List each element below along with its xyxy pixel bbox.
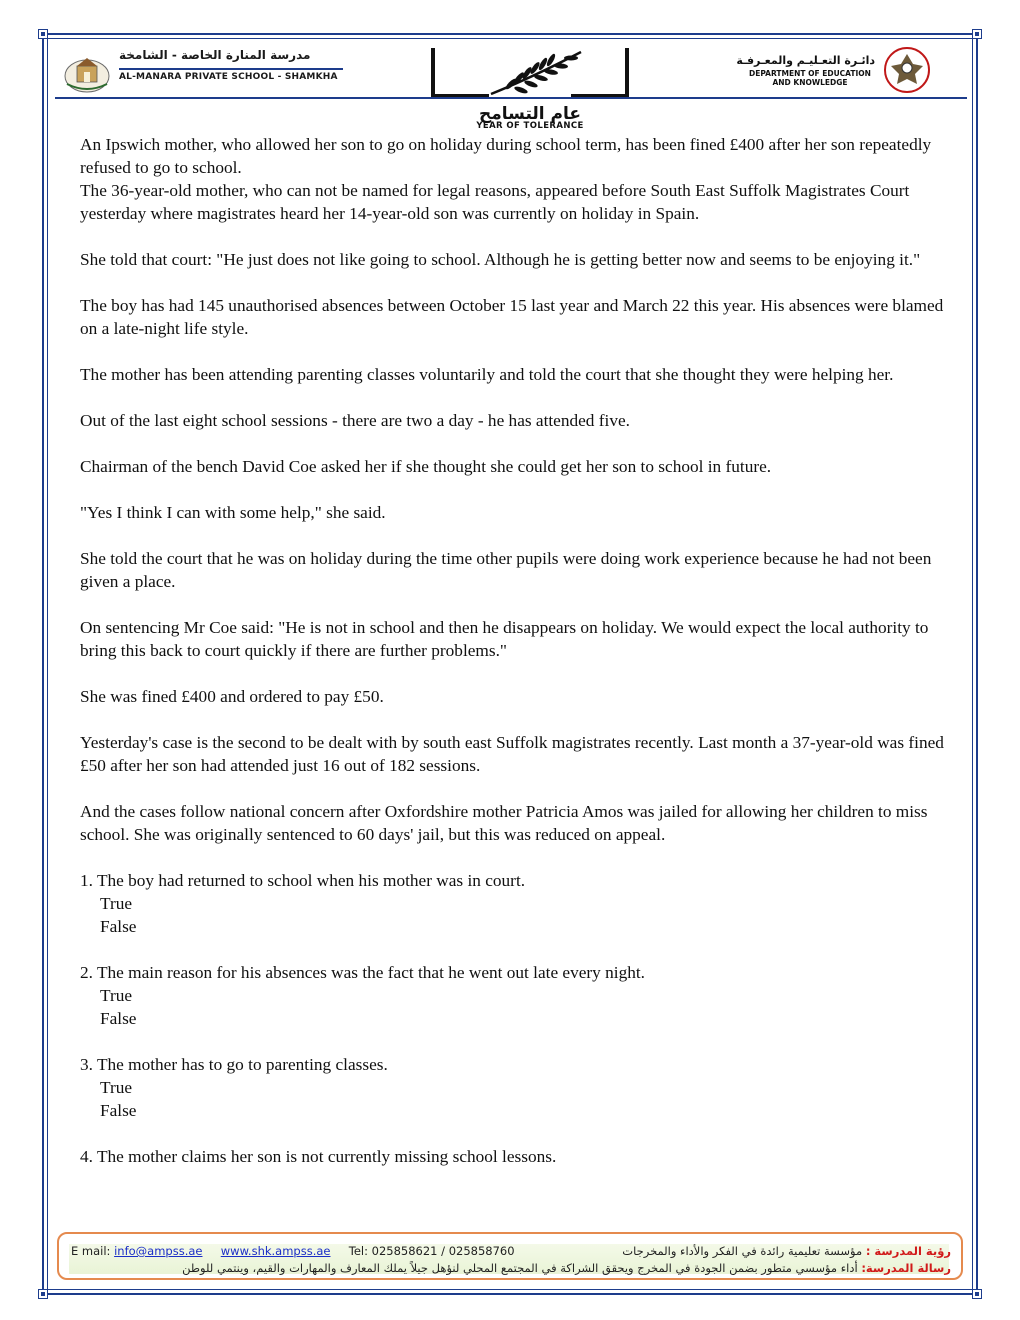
question-1 [80, 869, 948, 938]
article-paragraph: Yesterday's case is the second to be dealt with by south east Suffolk magistrates recently. Last month a 37-year-old was fined £50 after her son had attended just 16 out of 182 sessions. [80, 733, 944, 775]
school-name-english: AL-MANARA PRIVATE SCHOOL - SHAMKHA [119, 72, 338, 82]
answer-option-true[interactable]: True [100, 1078, 133, 1097]
department-name-arabic: دائـرة التعـليـم والمعـرفـة [736, 54, 875, 67]
answer-option-false[interactable]: False [100, 1009, 137, 1028]
department-name-english: DEPARTMENT OF EDUCATION AND KNOWLEDGE [749, 69, 871, 87]
question-3 [80, 1053, 948, 1122]
year-of-tolerance-english: YEAR OF TOLERANCE [476, 121, 584, 131]
vision-text: مؤسسة تعليمية رائدة في الفكر والأداء والمخرجات [622, 1244, 863, 1258]
footer-contact-row [71, 1244, 951, 1258]
mission-text: أداء مؤسسي متطور بضمن الجودة في المخرج ويحقق الشراكة في المجتمع المحلي لنؤهل جيلاً يملك المعارف والمهارات والقيم، وينتمي للوطن [182, 1261, 858, 1275]
email-link[interactable]: info@ampss.ae [114, 1244, 203, 1258]
article-paragraph: "Yes I think I can with some help," she said. [80, 503, 386, 522]
article-paragraph: She was fined £400 and ordered to pay £50. [80, 687, 384, 706]
article-paragraph: She told that court: "He just does not like going to school. Although he is getting better now and seems to be enjoying it." [80, 250, 921, 269]
page-footer [57, 1232, 963, 1280]
telephone-numbers: Tel: 025858621 / 025858760 [348, 1244, 515, 1258]
corner-ornament [38, 1289, 48, 1299]
article-paragraph: An Ipswich mother, who allowed her son to go on holiday during school term, has been fined £400 after her son repeatedly refused to go to school. [80, 135, 932, 177]
article-paragraph: Chairman of the bench David Coe asked her if she thought she could get her son to school in future. [80, 457, 772, 476]
corner-ornament [972, 1289, 982, 1299]
article-paragraph: She told the court that he was on holiday during the time other pupils were doing work experience because he had not been given a place. [80, 549, 932, 591]
question-text: 2. The main reason for his absences was the fact that he went out late every night. [80, 963, 645, 982]
question-4 [80, 1145, 948, 1168]
header-divider [55, 97, 967, 99]
article-paragraph: Out of the last eight school sessions - there are two a day - he has attended five. [80, 411, 630, 430]
article-paragraph: And the cases follow national concern after Oxfordshire mother Patricia Amos was jailed for allowing her children to miss school. She was originally sentenced to 60 days' jail, but this was reduced on appeal. [80, 802, 928, 844]
question-text: 4. The mother claims her son is not currently missing school lessons. [80, 1147, 557, 1166]
school-logo-icon [63, 54, 111, 94]
school-name-divider [119, 68, 343, 70]
article-body [80, 133, 948, 1191]
footer-mission-row [71, 1261, 951, 1275]
question-text: 3. The mother has to go to parenting classes. [80, 1055, 388, 1074]
answer-option-false[interactable]: False [100, 1101, 137, 1120]
article-paragraph: The mother has been attending parenting classes voluntarily and told the court that she thought they were helping her. [80, 365, 894, 384]
letterhead [55, 44, 967, 131]
question-2 [80, 961, 948, 1030]
article-paragraph: The boy has had 145 unauthorised absences between October 15 last year and March 22 this year. His absences were blamed on a late-night life style. [80, 296, 944, 338]
answer-option-false[interactable]: False [100, 917, 137, 936]
abu-dhabi-emblem-icon [883, 46, 931, 94]
vision-label: رؤية المدرسة : [865, 1244, 951, 1258]
answer-option-true[interactable]: True [100, 986, 133, 1005]
school-vision [622, 1244, 951, 1258]
year-of-tolerance-arabic: عام التسامح [479, 104, 581, 124]
corner-ornament [38, 29, 48, 39]
article-paragraph: On sentencing Mr Coe said: "He is not in school and then he disappears on holiday. We would expect the local authority to bring this back to court quickly if there are further problems." [80, 618, 929, 660]
corner-ornament [972, 29, 982, 39]
article-paragraph: The 36-year-old mother, who can not be named for legal reasons, appeared before South East Suffolk Magistrates Court yesterday where magistrates heard her 14-year-old son was currently on holiday in Spain. [80, 181, 910, 223]
answer-option-true[interactable]: True [100, 894, 133, 913]
mission-label: رسالة المدرسة: [861, 1261, 951, 1275]
school-name-arabic: مدرسة المنارة الخاصة - الشامخة [119, 48, 311, 62]
email-label: E mail: [71, 1244, 111, 1258]
question-text: 1. The boy had returned to school when his mother was in court. [80, 871, 526, 890]
website-link[interactable]: www.shk.ampss.ae [220, 1244, 331, 1258]
